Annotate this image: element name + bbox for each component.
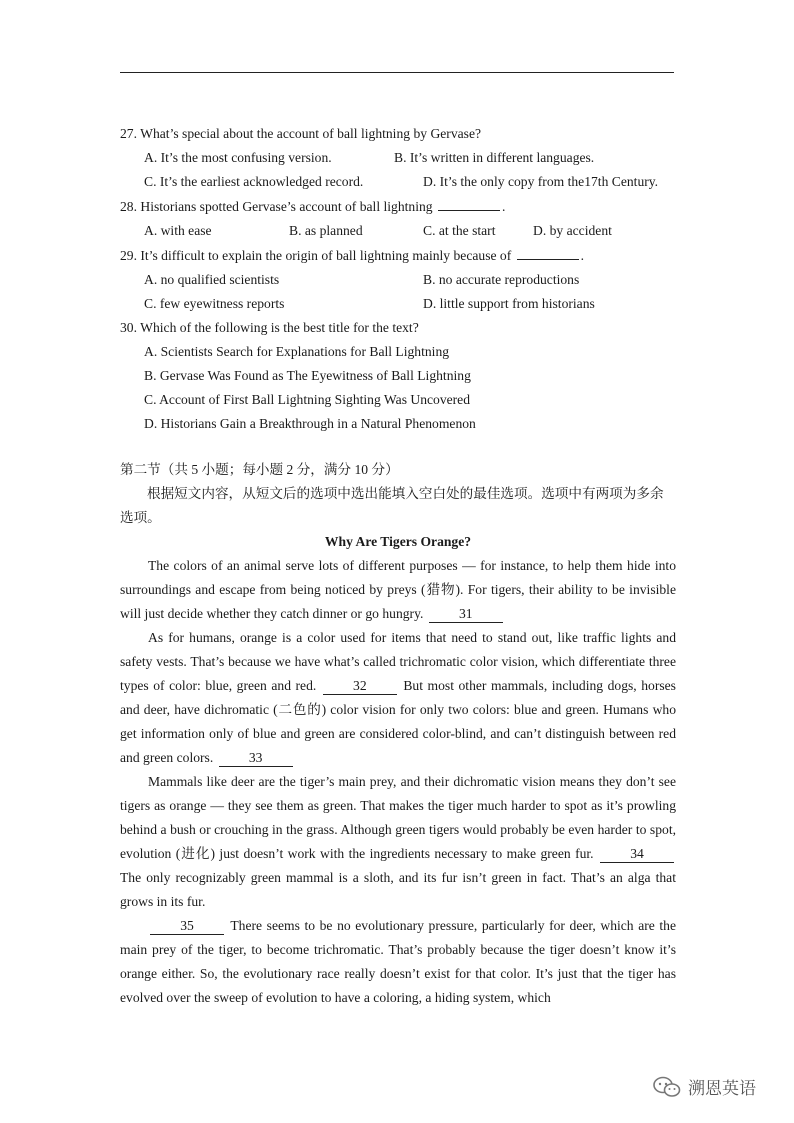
- option-27-d: D. It’s the only copy from the17th Century.: [423, 174, 659, 189]
- paragraph-3-text-b: The only recognizably green mammal is a sloth, and its fur isn’t green in fact. That’s an alga that grows in its fur.: [120, 870, 676, 909]
- blank-32: 32: [323, 677, 397, 695]
- question-28-text: 28. Historians spotted Gervase’s account of ball lightning: [120, 199, 436, 214]
- passage-paragraph-3: [120, 770, 676, 914]
- option-29-a: A. no qualified scientists: [144, 272, 280, 287]
- paragraph-3-text-a: Mammals like deer are the tiger’s main prey, and their dichromatic vision means they don’t see tigers as orange — they see them as green. That makes the tiger much harder to spot as it’s prowling behind a bush or crouching in the grass. Although green tigers would probably be even harder to spot, evolution (进化) just doesn’t work with the ingredients necessary to make green fur.: [120, 774, 676, 861]
- document-body: [120, 122, 676, 1010]
- option-27-a: A. It’s the most confusing version.: [144, 150, 332, 165]
- blank-31: 31: [429, 605, 503, 623]
- option-28-c: C. at the start: [423, 223, 496, 238]
- blank-33: 33: [219, 749, 293, 767]
- blank-35: 35: [150, 917, 224, 935]
- question-29-options-row-2: [120, 292, 676, 316]
- question-27-options-row-1: [120, 146, 676, 170]
- option-29-d: D. little support from historians: [423, 296, 595, 311]
- option-28-b: B. as planned: [289, 223, 363, 238]
- question-27-options-row-2: [120, 170, 676, 194]
- option-27-c: C. It’s the earliest acknowledged record.: [144, 174, 364, 189]
- passage-paragraph-1: [120, 554, 676, 626]
- option-30-c: C. Account of First Ball Lightning Sighting Was Uncovered: [144, 392, 471, 407]
- header-rule: [120, 72, 674, 73]
- question-29-period: .: [580, 248, 585, 263]
- paragraph-2-text-a: As for humans, orange is a color used for items that need to stand out, like traffic lights and safety vests. That’s because we have what’s called trichromatic color vision, which differentiate three types of color: blue, green and red.: [120, 630, 676, 693]
- option-27-b: B. It’s written in different languages.: [394, 150, 595, 165]
- answer-blank-28: [438, 194, 500, 211]
- section-heading: 第二节（共 5 小题；每小题 2 分，满分 10 分）: [120, 462, 399, 477]
- option-29-c: C. few eyewitness reports: [144, 296, 285, 311]
- watermark: [652, 1074, 756, 1099]
- paragraph-2-text-b: But most other mammals, including dogs, horses and deer, have dichromatic (二色的) color vision for only two colors: blue and green. Humans who get information only of blue and green are considered color-blind, and can’t distinguish between red and green colors.: [120, 678, 676, 765]
- question-28-stem: [120, 194, 676, 219]
- option-28-a: A. with ease: [144, 223, 212, 238]
- question-27-stem: 27. What’s special about the account of ball lightning by Gervase?: [120, 126, 482, 141]
- wechat-icon: [652, 1075, 682, 1099]
- question-29-stem: [120, 243, 676, 268]
- passage-paragraph-2: [120, 626, 676, 770]
- option-28-d: D. by accident: [533, 223, 612, 238]
- answer-blank-29: [517, 243, 579, 260]
- question-29-text: 29. It’s difficult to explain the origin of ball lightning mainly because of: [120, 248, 515, 263]
- option-30-b: B. Gervase Was Found as The Eyewitness of Ball Lightning: [144, 368, 471, 383]
- paragraph-1-text: The colors of an animal serve lots of different purposes — for instance, to help them hide into surroundings and escape from being noticed by preys (猎物). For tigers, their ability to be invisible will just decide whether they catch dinner or go hungry.: [120, 558, 676, 621]
- question-29-options-row-1: [120, 268, 676, 292]
- watermark-text: 溯恩英语: [688, 1079, 756, 1099]
- option-29-b: B. no accurate reproductions: [423, 272, 580, 287]
- option-30-d: D. Historians Gain a Breakthrough in a Natural Phenomenon: [144, 416, 476, 431]
- paragraph-4-text: There seems to be no evolutionary pressure, particularly for deer, which are the main prey of the tiger, to become trichromatic. That’s probably because the tiger doesn’t know it’s orange either. So, the evolutionary race really doesn’t exist for that color. It’s just that the tiger has evolved over the sweep of evolution to have a coloring, a hiding system, which: [120, 918, 677, 1005]
- section-instruction: 根据短文内容，从短文后的选项中选出能填入空白处的最佳选项。选项中有两项为多余选项。: [120, 486, 664, 525]
- question-30-stem: 30. Which of the following is the best title for the text?: [120, 320, 419, 335]
- option-30-a: A. Scientists Search for Explanations for Ball Lightning: [144, 344, 450, 359]
- question-28-period: .: [502, 199, 506, 214]
- passage-paragraph-4: [120, 914, 676, 1010]
- passage-title: Why Are Tigers Orange?: [324, 534, 472, 549]
- blank-34: 34: [600, 845, 674, 863]
- question-28-options: [120, 219, 676, 243]
